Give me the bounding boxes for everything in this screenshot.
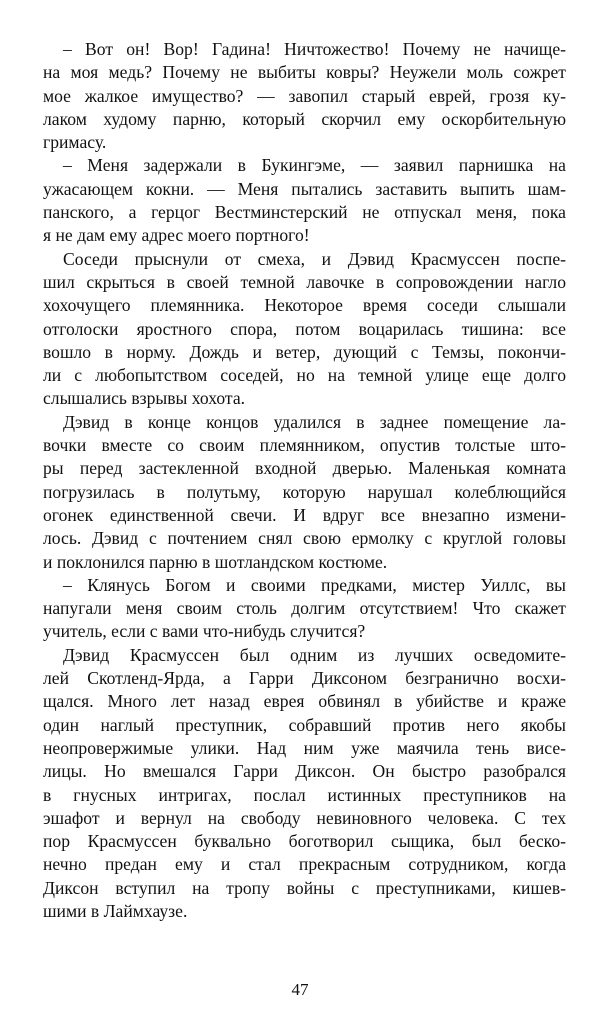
text-line: слышались взрывы хохота. bbox=[43, 388, 246, 409]
paragraph bbox=[43, 154, 566, 247]
text-line: огонек единственной свечи. И вдруг все внезапно измени- bbox=[43, 504, 566, 525]
text-line: шими в Лаймхаузе. bbox=[43, 900, 188, 921]
paragraph bbox=[43, 38, 566, 154]
text-line: – Клянусь Богом и своими предками, мистер Уиллс, вы bbox=[63, 574, 566, 595]
paragraph bbox=[43, 574, 566, 644]
text-line: учитель, если с вами что-нибудь случится? bbox=[43, 621, 366, 642]
text-line: вошло в норму. Дождь и ветер, дующий с Темзы, покончи- bbox=[43, 341, 566, 362]
text-line: лицы. Но вмешался Гарри Диксон. Он быстро разобрался bbox=[43, 761, 566, 782]
text-line: Соседи прыснули от смеха, и Дэвид Красмуссен поспе- bbox=[63, 248, 566, 269]
text-line: вочки вместе со своим племянником, опустив толстые што- bbox=[43, 435, 566, 456]
text-line: нечно предан ему и стал прекрасным сотрудником, когда bbox=[43, 854, 566, 875]
text-line: на моя медь? Почему не выбиты ковры? Неужели моль сожрет bbox=[43, 62, 566, 83]
text-line: ужасающем кокни. — Меня пытались заставить выпить шам- bbox=[43, 178, 566, 199]
text-line: в гнусных интригах, послал истинных преступников на bbox=[43, 784, 566, 805]
text-line: эшафот и вернул на свободу невиновного человека. С тех bbox=[43, 807, 566, 828]
text-line: лей Скотленд-Ярда, а Гарри Диксоном безгранично восхи- bbox=[43, 668, 566, 689]
text-line: отголоски яростного спора, потом воцарилась тишина: все bbox=[43, 318, 566, 339]
text-line: гримасу. bbox=[43, 132, 107, 153]
text-line: погрузилась в полутьму, которую нарушал колеблющийся bbox=[43, 481, 566, 502]
body-text bbox=[43, 38, 566, 923]
text-line: Дэвид в конце концов удалился в заднее помещение ла- bbox=[63, 411, 566, 432]
text-line: лось. Дэвид с почтением снял свою ермолку с круглой головы bbox=[43, 528, 566, 549]
text-line: напугали меня своим столь долгим отсутствием! Что скажет bbox=[43, 598, 566, 619]
paragraph bbox=[43, 644, 566, 924]
text-line: – Меня задержали в Букингэме, — заявил парнишка на bbox=[63, 155, 566, 176]
text-line: панского, а герцог Вестминстерский не отпускал меня, пока bbox=[43, 202, 566, 223]
text-line: Диксон вступил на тропу войны с преступниками, кишев- bbox=[43, 877, 566, 898]
text-line: ры перед застекленной входной дверью. Маленькая комната bbox=[43, 458, 566, 479]
text-line: ли с любопытством соседей, но на темной улице еще долго bbox=[43, 365, 566, 386]
paragraph bbox=[43, 411, 566, 574]
text-line: Дэвид Красмуссен был одним из лучших осведомите- bbox=[63, 644, 566, 665]
text-line: мое жалкое имущество? — завопил старый еврей, грозя ку- bbox=[43, 85, 566, 106]
text-line: лаком худому парню, который скорчил ему оскорбительную bbox=[43, 108, 566, 129]
text-line: хохочущего племянника. Некоторое время соседи слышали bbox=[43, 295, 566, 316]
paragraph bbox=[43, 248, 566, 411]
text-line: я не дам ему адрес моего портного! bbox=[43, 225, 310, 246]
text-line: неопровержимые улики. Над ним уже маячила тень висе- bbox=[43, 737, 566, 758]
text-line: один наглый преступник, собравший против него якобы bbox=[43, 714, 566, 735]
text-line: и поклонился парню в шотландском костюме. bbox=[43, 551, 388, 572]
text-line: – Вот он! Вор! Гадина! Ничтожество! Почему не начище- bbox=[63, 39, 566, 59]
text-line: шил скрыться в своей темной лавочке в сопровождении нагло bbox=[43, 271, 566, 292]
text-line: щался. Много лет назад еврея обвинял в убийстве и краже bbox=[43, 691, 566, 712]
page-number: 47 bbox=[291, 980, 309, 999]
text-line: пор Красмуссен буквально боготворил сыщика, был беско- bbox=[43, 831, 566, 852]
